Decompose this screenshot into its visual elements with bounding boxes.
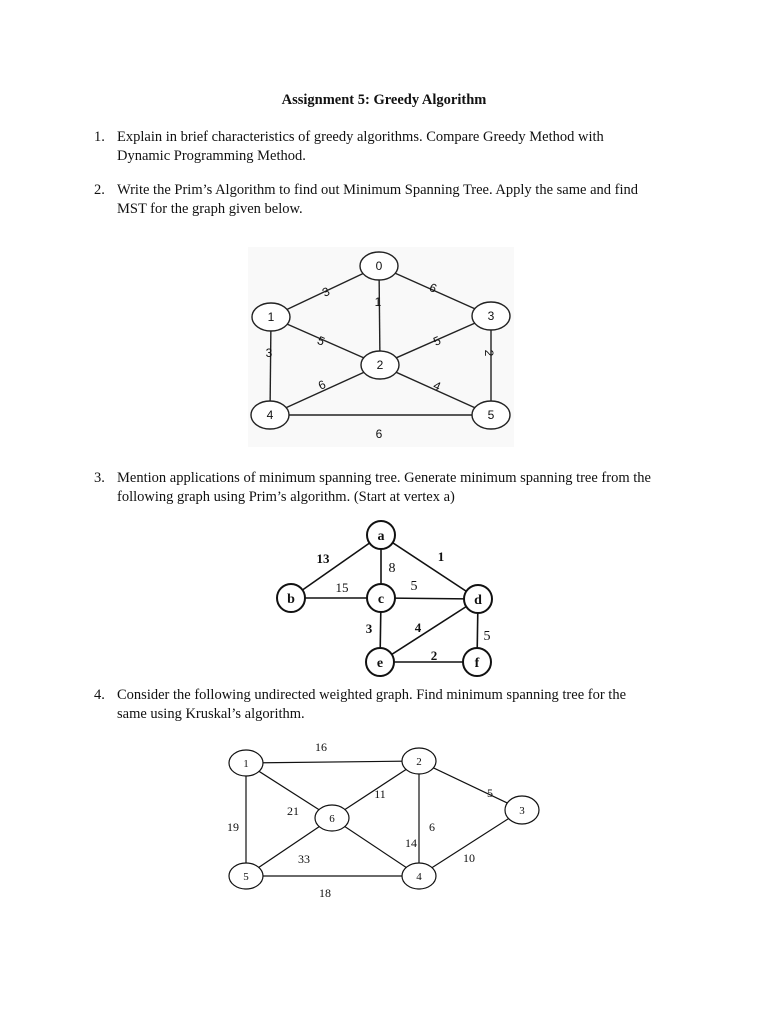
edge-weight-label: 1	[437, 549, 445, 564]
graph-3-svg	[0, 730, 768, 910]
node-label: f	[474, 656, 480, 671]
node-label: 4	[416, 871, 422, 883]
edge-2-3	[419, 761, 522, 810]
node-label: 6	[329, 813, 335, 825]
node-label: 2	[376, 358, 384, 372]
node-label: d	[474, 593, 482, 608]
edge-weight-label: 21	[287, 804, 299, 818]
question-number: 2.	[94, 182, 105, 198]
edge-weight-label: 5	[483, 629, 491, 644]
node-label: 0	[375, 259, 383, 273]
edge-weight-label: 13	[316, 551, 330, 566]
node-label: 5	[487, 408, 495, 422]
edge-weight-label: 2	[482, 349, 496, 357]
edge-weight-label: 18	[319, 886, 331, 900]
question-text-line: MST for the graph given below.	[117, 201, 303, 217]
edge-weight-label: 10	[463, 851, 475, 865]
edge-weight-label: 6	[427, 280, 439, 296]
question-text-line: Write the Prim’s Algorithm to find out Minimum Spanning Tree. Apply the same and find	[117, 182, 638, 198]
graph-figure-3	[0, 730, 768, 915]
node-label: 5	[243, 871, 249, 883]
edge-1-4	[270, 317, 271, 415]
edge-a-d	[381, 535, 478, 599]
node-label: 3	[487, 309, 495, 323]
edge-weight-label: 2	[430, 648, 438, 663]
edge-weight-label: 11	[374, 787, 386, 801]
question-4	[94, 686, 684, 724]
edge-weight-label: 3	[265, 346, 273, 360]
edge-weight-label: 5	[410, 579, 418, 594]
question-number: 3.	[94, 470, 105, 486]
edge-weight-label: 16	[315, 740, 327, 754]
question-text-line: following graph using Prim’s algorithm. (Start at vertex a)	[117, 489, 455, 505]
question-number: 1.	[94, 129, 105, 145]
edge-d-e	[380, 599, 478, 662]
question-text-line: Consider the following undirected weighted graph. Find minimum spanning tree for the	[117, 687, 627, 703]
question-text-line: same using Kruskal’s algorithm.	[117, 706, 305, 722]
node-label: 4	[266, 408, 274, 422]
node-label: 1	[267, 310, 275, 324]
node-label: a	[377, 529, 385, 544]
edge-weight-label: 8	[388, 561, 396, 576]
question-text-line: Explain in brief characteristics of greedy algorithms. Compare Greedy Method with	[117, 129, 604, 145]
node-label: b	[287, 592, 295, 607]
node-label: e	[376, 656, 384, 671]
edge-weight-label: 6	[316, 377, 328, 393]
edge-weight-label: 3	[320, 284, 332, 300]
edge-weight-label: 4	[414, 620, 422, 635]
node-label: 3	[519, 805, 525, 817]
graph-figure-1	[0, 0, 768, 475]
question-text-line: Mention applications of minimum spanning tree. Generate minimum spanning tree from the	[117, 470, 651, 486]
edge-0-2	[379, 266, 380, 365]
edge-weight-label: 15	[335, 580, 349, 595]
graph-1-svg	[0, 0, 768, 470]
edge-weight-label: 33	[298, 852, 310, 866]
question-text-line: Dynamic Programming Method.	[117, 148, 306, 164]
node-label: c	[377, 592, 385, 607]
page-title: Assignment 5: Greedy Algorithm	[281, 92, 487, 108]
edge-weight-label: 6	[429, 820, 435, 834]
edge-1-2	[246, 761, 419, 763]
edge-weight-label: 5	[315, 333, 327, 349]
node-label: 2	[416, 756, 422, 768]
question-number: 4.	[94, 687, 105, 703]
edge-weight-label: 4	[431, 378, 443, 394]
graph-figure-2	[0, 510, 768, 685]
edge-weight-label: 3	[365, 621, 373, 636]
edge-weight-label: 6	[375, 427, 383, 441]
node-label: 1	[243, 758, 249, 770]
edge-weight-label: 1	[374, 295, 382, 309]
edge-weight-label: 19	[227, 820, 239, 834]
edge-weight-label: 5	[487, 786, 493, 800]
question-3	[94, 469, 684, 507]
edge-weight-label: 14	[405, 836, 417, 850]
graph-2-svg	[0, 510, 768, 680]
edge-weight-label: 5	[431, 333, 443, 349]
